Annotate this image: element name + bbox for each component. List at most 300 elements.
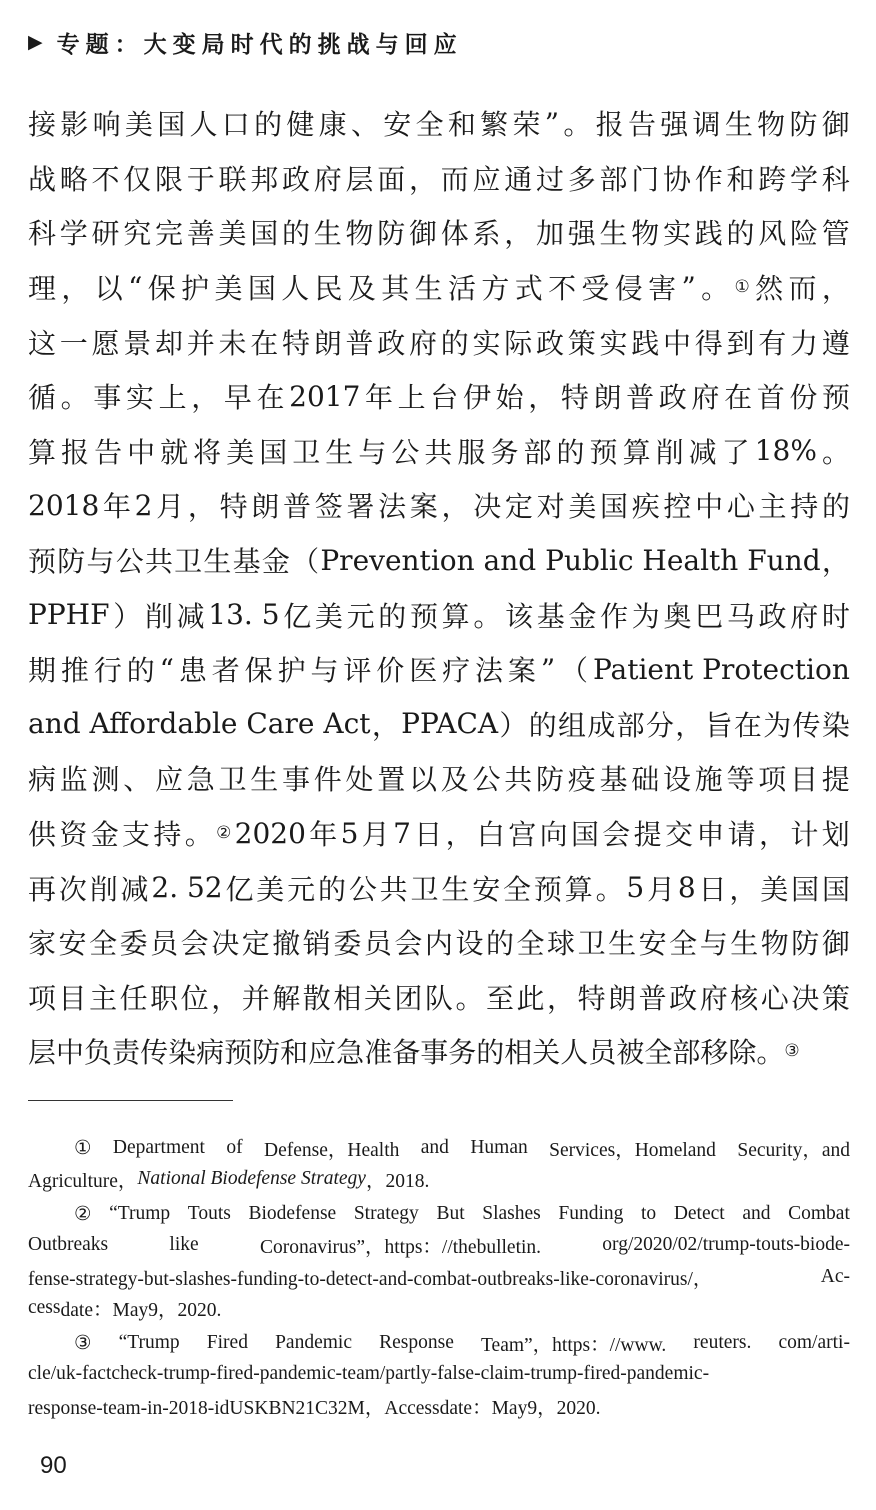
running-header: [28, 24, 463, 60]
glyph: 保: [244, 654, 273, 688]
glyph: 限: [155, 162, 184, 196]
glyph: 会: [602, 818, 631, 852]
glyph: 全: [89, 927, 118, 961]
glyph: 不: [91, 162, 120, 196]
glyph: 健: [286, 108, 315, 142]
body-line: [28, 478, 850, 533]
glyph: 资: [59, 818, 88, 852]
glyph: 国: [600, 490, 629, 524]
glyph: 得: [694, 326, 723, 360]
glyph: 生: [250, 763, 279, 797]
glyph: 请: [727, 818, 756, 852]
glyph: 病: [28, 763, 57, 797]
glyph: 定: [241, 927, 270, 961]
glyph: 卫: [174, 545, 203, 579]
glyph: 的: [126, 654, 155, 688]
glyph: 内: [424, 927, 453, 961]
glyph: 委: [119, 927, 148, 961]
glyph: 奥: [663, 599, 692, 633]
word: and: [742, 1202, 771, 1224]
glyph: 减: [176, 599, 205, 633]
glyph: 分: [645, 708, 674, 742]
glyph: 究: [123, 217, 152, 251]
glyph: 学: [59, 217, 88, 251]
glyph: 防: [252, 1036, 281, 1070]
glyph: 的: [476, 1036, 505, 1070]
glyph: 等: [726, 763, 755, 797]
glyph: 美: [256, 872, 285, 906]
glyph: 在: [256, 381, 285, 415]
glyph: 响: [92, 108, 121, 142]
body-line: [28, 915, 850, 970]
glyph: 朗: [608, 981, 637, 1015]
glyph: 以: [409, 763, 438, 797]
glyph: 防: [791, 927, 820, 961]
glyph: 一: [59, 326, 88, 360]
book-title: National Biodefense Strategy: [137, 1168, 366, 1190]
glyph: 这: [28, 326, 57, 360]
glyph: 基: [536, 599, 565, 633]
glyph: 基: [232, 545, 261, 579]
glyph: ，: [821, 545, 850, 579]
glyph: 患: [178, 654, 207, 688]
glyph: 景: [123, 326, 152, 360]
glyph: 风: [758, 217, 787, 251]
glyph: 责: [112, 1036, 141, 1070]
glyph: 公: [115, 545, 144, 579]
glyph: 到: [726, 326, 755, 360]
glyph: 并: [186, 326, 215, 360]
word: org/2020/02/trump-touts-biode-: [602, 1234, 850, 1256]
glyph: 而: [788, 272, 817, 306]
glyph: 报: [61, 435, 90, 469]
glyph: 务: [490, 435, 519, 469]
glyph: ，: [729, 872, 758, 906]
glyph: 安: [638, 927, 667, 961]
body-line: [28, 860, 850, 915]
word: Slashes: [482, 1202, 541, 1224]
glyph: 及: [347, 272, 376, 306]
glyph: ，: [211, 981, 240, 1015]
glyph: 层: [345, 162, 374, 196]
glyph: 职: [150, 981, 179, 1015]
glyph: 仅: [123, 162, 152, 196]
glyph: 人: [189, 108, 218, 142]
glyph: 目: [790, 763, 819, 797]
glyph: 公: [472, 763, 501, 797]
glyph: 急: [336, 1036, 365, 1070]
glyph: 2: [134, 488, 153, 522]
glyph: 与: [86, 545, 115, 579]
word: cle/uk-factcheck-trump-fired-pandemic-team/partly-false-claim-trump-fired-pandemic-: [28, 1363, 710, 1385]
glyph: 主: [758, 490, 787, 524]
glyph: 队: [424, 981, 453, 1015]
footnote-line: [28, 1359, 850, 1391]
glyph: 在: [250, 326, 279, 360]
glyph: 安: [472, 872, 501, 906]
glyph: 政: [669, 981, 698, 1015]
page-number: 90: [40, 1452, 67, 1479]
glyph: 务: [448, 1036, 477, 1070]
glyph: ）: [499, 708, 528, 742]
word: com/arti-: [778, 1331, 850, 1353]
glyph: 疾: [631, 490, 660, 524]
glyph: 康: [318, 108, 347, 142]
glyph: ，: [441, 490, 470, 524]
glyph: 部: [672, 1036, 701, 1070]
glyph: 委: [333, 927, 362, 961]
section-title: 专题：大变局时代的挑战与回应: [56, 31, 463, 58]
word: Defense，Health: [264, 1139, 400, 1161]
glyph: 。: [595, 872, 624, 906]
glyph: 美: [124, 108, 153, 142]
glyph: 的: [254, 108, 283, 142]
glyph: 通: [504, 162, 533, 196]
glyph: 部: [616, 708, 645, 742]
glyph: 日: [698, 872, 727, 906]
glyph: 为: [763, 708, 792, 742]
glyph: 特: [219, 490, 248, 524]
glyph: 监: [59, 763, 88, 797]
glyph: 除: [728, 1036, 757, 1070]
glyph: 生: [441, 872, 470, 906]
glyph: 月: [361, 818, 390, 852]
body-line: [28, 970, 850, 1025]
glyph: 保: [147, 272, 176, 306]
glyph: 。: [701, 272, 730, 306]
word: of: [226, 1136, 243, 1158]
footnote-line: [28, 1327, 850, 1359]
glyph: 金: [261, 545, 290, 579]
glyph: 强: [567, 217, 596, 251]
glyph: 施: [694, 763, 723, 797]
glyph: 护: [277, 654, 306, 688]
glyph: 策: [567, 326, 596, 360]
glyph: 算: [564, 872, 593, 906]
glyph: 并: [241, 981, 270, 1015]
glyph: 和: [447, 108, 476, 142]
glyph: 申: [696, 818, 725, 852]
footnote-line: [28, 1164, 850, 1196]
footnotes: [28, 1132, 850, 1425]
glyph: ，: [371, 708, 400, 742]
glyph: 上: [158, 381, 187, 415]
glyph: 国: [259, 435, 288, 469]
glyph: 的: [528, 708, 557, 742]
glyph: 践: [694, 217, 723, 251]
glyph: 法: [378, 490, 407, 524]
glyph: 国: [250, 217, 279, 251]
glyph: 至: [485, 981, 514, 1015]
glyph: ”: [681, 270, 696, 304]
glyph: 销: [302, 927, 331, 961]
glyph: 普: [282, 490, 311, 524]
glyph: 。: [184, 818, 213, 852]
glyph: 此: [516, 981, 545, 1015]
glyph: 而: [440, 162, 469, 196]
glyph: 实: [599, 326, 628, 360]
glyph: 府: [790, 599, 819, 633]
glyph: 其: [381, 272, 410, 306]
glyph: 会: [180, 927, 209, 961]
footnote-line: [28, 1261, 850, 1293]
glyph: 算: [622, 435, 651, 469]
body-line: [28, 151, 850, 206]
glyph: 卫: [218, 763, 247, 797]
word: But: [436, 1202, 465, 1224]
glyph: 公: [348, 872, 377, 906]
glyph: 宫: [508, 818, 537, 852]
glyph: 月: [647, 872, 676, 906]
glyph: 事: [282, 763, 311, 797]
glyph: 元: [346, 599, 375, 633]
word: response-team-in-2018-idUSKBN21C32M，Access: [28, 1397, 440, 1419]
glyph: 传: [792, 708, 821, 742]
glyph: 府: [313, 162, 342, 196]
glyph: 关: [532, 1036, 561, 1070]
glyph: “: [159, 652, 174, 686]
glyph: 协: [663, 162, 692, 196]
glyph: 。: [563, 108, 592, 142]
glyph: 作: [694, 162, 723, 196]
glyph: 安: [58, 927, 87, 961]
glyph: 接: [28, 108, 57, 142]
glyph: 加: [536, 217, 565, 251]
glyph: 安: [383, 108, 412, 142]
glyph: 力: [790, 326, 819, 360]
glyph: 略: [59, 162, 88, 196]
glyph: 体: [440, 217, 469, 251]
word: Human: [470, 1136, 528, 1158]
glyph: 球: [547, 927, 576, 961]
glyph: 再: [28, 872, 57, 906]
glyph: 为: [631, 599, 660, 633]
glyph: 中: [127, 435, 156, 469]
glyph: 美: [568, 490, 597, 524]
glyph: 2020: [234, 816, 306, 850]
glyph: 生: [608, 927, 637, 961]
glyph: 准: [364, 1036, 393, 1070]
glyph: 员: [363, 927, 392, 961]
word: reuters.: [693, 1331, 752, 1353]
word: to: [641, 1202, 657, 1224]
glyph: 减: [120, 872, 149, 906]
glyph: 践: [631, 326, 660, 360]
glyph: 日: [414, 818, 443, 852]
glyph: 巴: [695, 599, 724, 633]
glyph: 备: [392, 1036, 421, 1070]
glyph: 循: [28, 381, 57, 415]
glyph: 组: [558, 708, 587, 742]
word: 9，2020.: [148, 1300, 222, 1322]
glyph: 在: [724, 381, 753, 415]
glyph: 行: [93, 654, 122, 688]
glyph: 。: [821, 435, 850, 469]
footnote-line: [28, 1293, 850, 1325]
glyph: ，: [191, 381, 220, 415]
glyph: 签: [314, 490, 343, 524]
glyph: 共: [424, 435, 453, 469]
glyph: 完: [155, 217, 184, 251]
glyph: 多: [567, 162, 596, 196]
glyph: 削: [144, 599, 173, 633]
glyph: 主: [89, 981, 118, 1015]
glyph: 被: [616, 1036, 645, 1070]
glyph: 过: [536, 162, 565, 196]
glyph: 5: [340, 816, 359, 850]
word: Biodefense: [248, 1202, 337, 1224]
glyph: 作: [600, 599, 629, 633]
glyph: 始: [495, 381, 524, 415]
glyph: 负: [84, 1036, 113, 1070]
word: Fired: [206, 1331, 248, 1353]
glyph: 事: [420, 1036, 449, 1070]
body-line: [28, 587, 850, 642]
glyph: 13. 5: [208, 598, 280, 632]
glyph: 层: [28, 1036, 57, 1070]
footnote-line: [28, 1390, 850, 1422]
glyph: 决: [211, 927, 240, 961]
glyph: 份: [789, 381, 818, 415]
glyph: 生: [313, 217, 342, 251]
glyph: 物: [631, 217, 660, 251]
glyph: 署: [346, 490, 375, 524]
glyph: 期: [28, 654, 57, 688]
glyph: 调: [692, 108, 721, 142]
glyph: 美: [314, 599, 343, 633]
glyph: 门: [631, 162, 660, 196]
glyph: 卫: [577, 927, 606, 961]
glyph: 物: [760, 927, 789, 961]
glyph: 府: [691, 381, 720, 415]
glyph: 2017: [289, 379, 361, 413]
glyph: 国: [247, 272, 276, 306]
word: Detect: [673, 1202, 725, 1224]
body-text: [28, 96, 850, 1079]
glyph: 计: [790, 818, 819, 852]
glyph: 员: [150, 927, 179, 961]
word: Agriculture，: [28, 1171, 138, 1193]
glyph: 的: [317, 872, 346, 906]
glyph: 设: [663, 763, 692, 797]
footnote-line: [28, 1230, 850, 1262]
glyph: 全: [415, 108, 444, 142]
glyph: 科: [28, 217, 57, 251]
glyph: 际: [504, 326, 533, 360]
word: ①: [74, 1137, 92, 1159]
glyph: 早: [223, 381, 252, 415]
glyph: 策: [821, 981, 850, 1015]
word: fense-strategy-but-slashes-funding-to-detect-and-combat-outbreaks-like-coronavirus/，: [28, 1268, 713, 1290]
glyph: 理: [28, 272, 57, 306]
word: date：May: [439, 1397, 528, 1419]
body-line: 理 ， 以 “ 保 护 美 国 人 民 及 其 生 活 方 式 不 受 侵 害 ” 。 ① 然 而 ，: [28, 260, 850, 315]
glyph: 和: [280, 1036, 309, 1070]
glyph: 削: [655, 435, 684, 469]
glyph: 持: [790, 490, 819, 524]
glyph: 国: [570, 818, 599, 852]
glyph: 疫: [567, 763, 596, 797]
word: Funding: [558, 1202, 624, 1224]
glyph: ”: [544, 106, 560, 140]
glyph: 中: [695, 490, 724, 524]
glyph: 御: [409, 217, 438, 251]
glyph: 伊: [462, 381, 491, 415]
glyph: 者: [211, 654, 240, 688]
glyph: 元: [287, 872, 316, 906]
glyph: 邦: [250, 162, 279, 196]
glyph: 政: [536, 326, 565, 360]
glyph: ，: [528, 381, 557, 415]
word: like: [169, 1234, 199, 1256]
glyph: 年: [365, 381, 394, 415]
glyph: 方: [481, 272, 510, 306]
glyph: 算: [441, 599, 470, 633]
word: Services，Homeland: [549, 1139, 716, 1161]
glyph: 实: [472, 326, 501, 360]
glyph: 美: [218, 217, 247, 251]
glyph: 的: [282, 217, 311, 251]
glyph: 国: [791, 872, 820, 906]
glyph: 应: [155, 763, 184, 797]
glyph: 成: [587, 708, 616, 742]
glyph: 5: [626, 871, 645, 905]
word: Combat: [788, 1202, 850, 1224]
body-line: [28, 96, 850, 151]
glyph: 普: [345, 326, 374, 360]
glyph: 疗: [442, 654, 471, 688]
glyph: （: [560, 654, 589, 688]
glyph: 划: [821, 818, 850, 852]
glyph: 旨: [704, 708, 733, 742]
glyph: Prevention and Public Health Fund: [320, 543, 821, 577]
glyph: 。: [455, 981, 484, 1015]
glyph: 学: [790, 162, 819, 196]
glyph: 荣: [512, 108, 541, 142]
glyph: 就: [160, 435, 189, 469]
glyph: 与: [699, 927, 728, 961]
glyph: 以: [94, 272, 123, 306]
glyph: 政: [377, 326, 406, 360]
glyph: ，: [675, 708, 704, 742]
glyph: 服: [457, 435, 486, 469]
footnote-divider: [28, 1100, 233, 1101]
glyph: 持: [153, 818, 182, 852]
glyph: 部: [523, 435, 552, 469]
word: Coronavirus”，https：//thebulletin.: [259, 1237, 542, 1259]
glyph: 削: [89, 872, 118, 906]
glyph: 相: [504, 1036, 533, 1070]
glyph: 月: [156, 490, 185, 524]
glyph: 支: [122, 818, 151, 852]
word: Ac-: [820, 1265, 850, 1287]
glyph: 预: [28, 545, 57, 579]
glyph: 共: [504, 763, 533, 797]
glyph: 人: [560, 1036, 589, 1070]
glyph: 特: [282, 326, 311, 360]
glyph: 相: [333, 981, 362, 1015]
glyph: 散: [302, 981, 331, 1015]
glyph: 减: [688, 435, 717, 469]
glyph: 医: [409, 654, 438, 688]
glyph: 了: [721, 435, 750, 469]
glyph: 府: [409, 326, 438, 360]
body-line: [28, 205, 850, 260]
glyph: 预: [533, 872, 562, 906]
glyph: 。: [473, 599, 502, 633]
glyph: 政: [658, 381, 687, 415]
glyph: 跨: [758, 162, 787, 196]
